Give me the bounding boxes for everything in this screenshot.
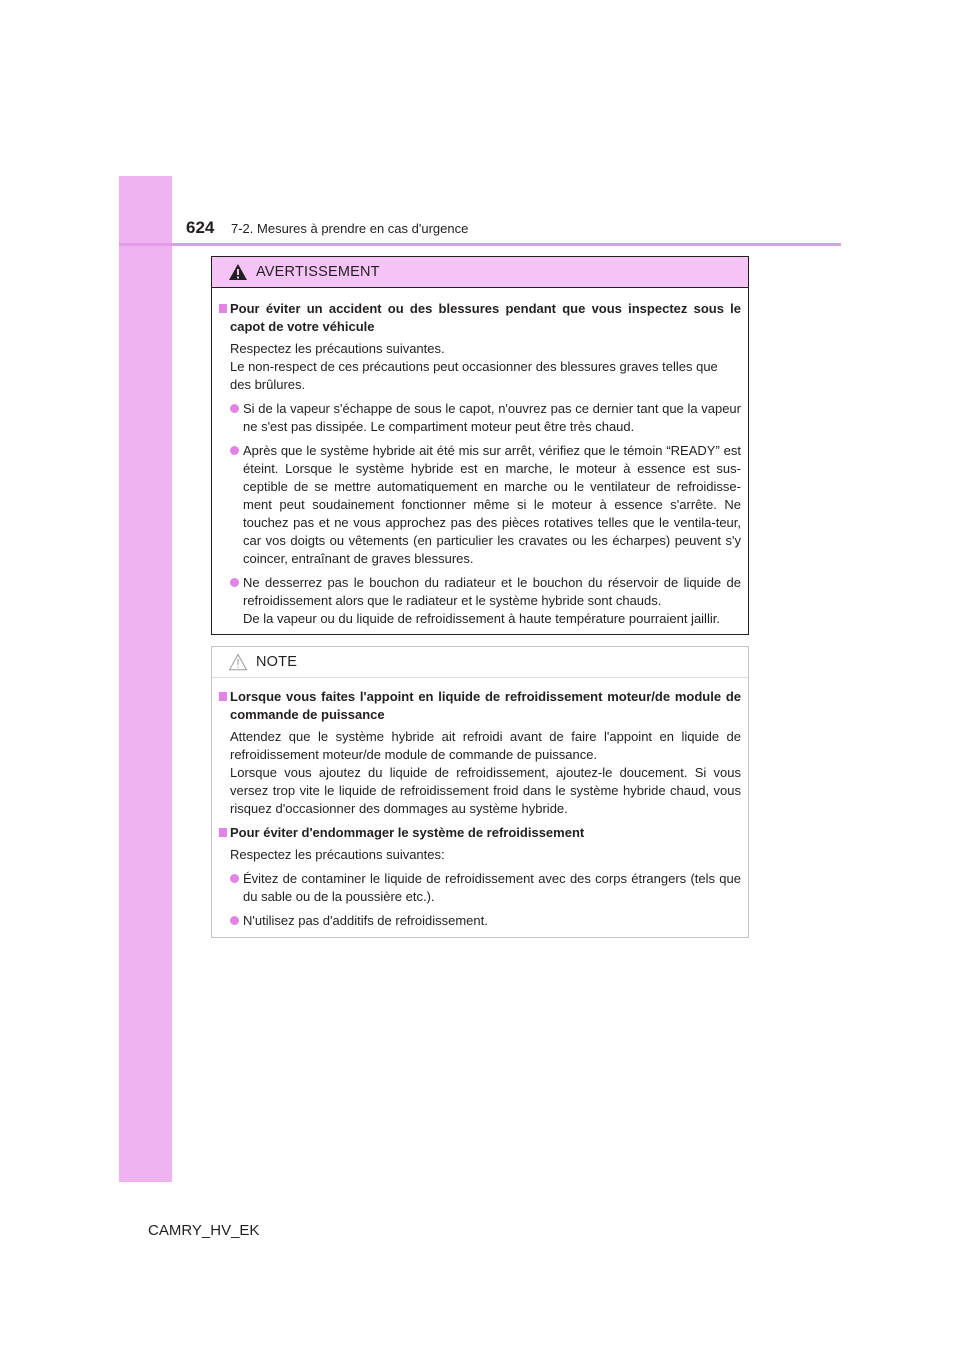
square-bullet-icon xyxy=(219,304,227,313)
note-body xyxy=(212,678,748,930)
note-item-1-title xyxy=(219,688,741,724)
note-bullet-text: N'utilisez pas d'additifs de refroidissement. xyxy=(243,913,488,928)
note-title-text: Pour éviter d'endommager le système de refroidissement xyxy=(230,825,585,840)
note-bullet-text: Évitez de contaminer le liquide de refroidissement avec des corps étrangers (tels que du sable ou de la poussière etc.). xyxy=(243,871,741,904)
warning-item-title xyxy=(219,300,741,336)
round-bullet-icon xyxy=(230,446,239,455)
note-header xyxy=(212,647,748,678)
warning-header xyxy=(212,257,748,288)
note-item-1-para-1: Attendez que le système hybride ait refroidi avant de faire l'appoint en liquide de refroidissement moteur/de module de commande de puissance. xyxy=(230,729,741,762)
warning-bullet-3-line-2: De la vapeur ou du liquide de refroidissement à haute température pourraient jaillir. xyxy=(243,611,720,626)
warning-body xyxy=(212,288,748,628)
square-bullet-icon xyxy=(219,828,227,837)
footer-model-code: CAMRY_HV_EK xyxy=(148,1222,260,1239)
round-bullet-icon xyxy=(230,916,239,925)
warning-title-text: Pour éviter un accident ou des blessures pendant que vous inspectez sous le capot de votre véhicule xyxy=(230,301,741,334)
note-label: NOTE xyxy=(256,654,298,670)
warning-bullet-text: Si de la vapeur s'échappe de sous le capot, n'ouvrez pas ce dernier tant que la vapeur ne s'est pas dissipée. Le compartiment moteur peut être très chaud. xyxy=(243,401,741,434)
note-item-2-title xyxy=(219,824,741,842)
round-bullet-icon xyxy=(230,404,239,413)
warning-bullet-2 xyxy=(219,442,741,568)
round-bullet-icon xyxy=(230,874,239,883)
warning-box xyxy=(211,256,749,635)
side-tab-strip xyxy=(119,176,172,1182)
warning-label: AVERTISSEMENT xyxy=(256,264,380,280)
header-rule xyxy=(119,243,841,246)
warning-bullet-text: Après que le système hybride ait été mis sur arrêt, vérifiez que le témoin “READY” est éteint. Lorsque le système hybride est en marche, le moteur à essence est sus-ceptible de se mettre automatiquement en marche ou le ventilateur de refroidisse-ment peut soudainement fonctionner même si le moteur à essence s'arrête. Ne touchez pas et ne vous approchez pas des pièces rotatives telles que le ventila-teur, car vos doigts ou vêtements (en particulier les cravates ou les écharpes) peuvent s'y coincer, entraînant de graves blessures. xyxy=(243,443,741,566)
note-title-text: Lorsque vous faites l'appoint en liquide de refroidissement moteur/de module de commande de puissance xyxy=(230,689,741,722)
note-item-1-para-2: Lorsque vous ajoutez du liquide de refroidissement, ajoutez-le doucement. Si vous versez trop vite le liquide de refroidissement froid dans le système hybride chaud, vous risquez d'occasionner des dommages au système hybride. xyxy=(230,765,741,816)
page-number: 624 xyxy=(186,218,215,237)
note-item-2-intro: Respectez les précautions suivantes: xyxy=(230,847,445,862)
note-box xyxy=(211,646,749,938)
round-bullet-icon xyxy=(230,578,239,587)
square-bullet-icon xyxy=(219,692,227,701)
warning-bullet-text: Ne desserrez pas le bouchon du radiateur et le bouchon du réservoir de liquide de refroidissement alors que le radiateur et le système hybride sont chauds. xyxy=(243,575,741,608)
warning-intro-1: Respectez les précautions suivantes. xyxy=(230,341,445,356)
warning-intro-2: Le non-respect de ces précautions peut occasionner des blessures graves telles que des brûlures. xyxy=(230,359,718,392)
warning-triangle-icon xyxy=(228,263,248,281)
section-title: 7-2. Mesures à prendre en cas d'urgence xyxy=(231,221,469,236)
note-bullet-2 xyxy=(219,912,741,930)
warning-bullet-1 xyxy=(219,400,741,436)
caution-triangle-outline-icon xyxy=(228,653,248,671)
note-bullet-1 xyxy=(219,870,741,906)
warning-bullet-3 xyxy=(219,574,741,610)
